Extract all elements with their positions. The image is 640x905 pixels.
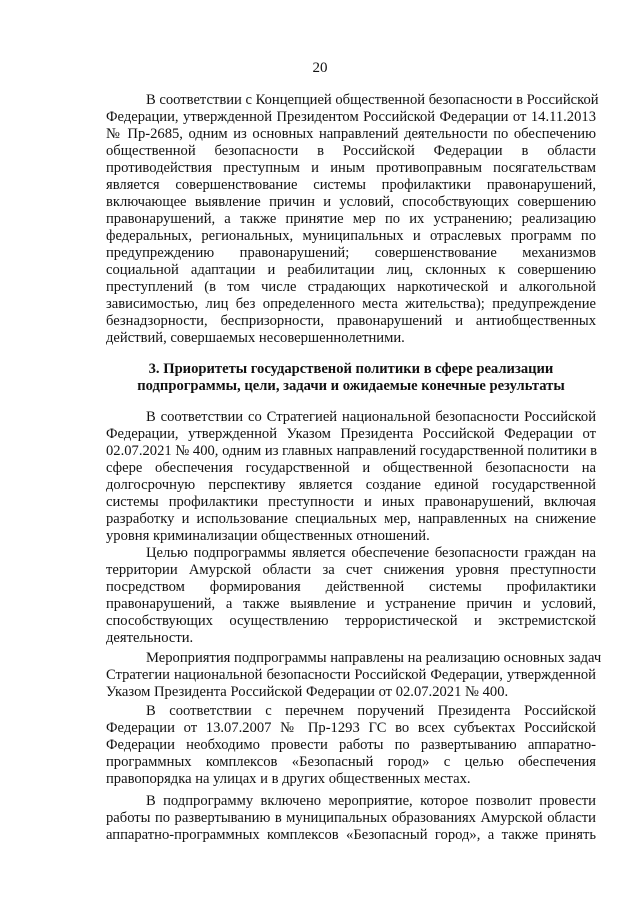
text-line: Мероприятия подпрограммы направлены на реализацию основных задач (146, 650, 602, 666)
text-line: Федерации от 13.07.2007 № Пр-1293 ГС во всех субъектах Российской (106, 720, 596, 736)
text-line: способствующих осуществлению террористической и экстремистской (106, 613, 596, 629)
text-line: В подпрограмму включено мероприятие, которое позволит провести (146, 793, 596, 809)
text-line: уровня криминализации общественных отношений. (106, 528, 430, 544)
text-line: системы профилактики преступности и иных правонарушений, включая (106, 494, 596, 510)
section-heading-line: 3. Приоритеты государственой политики в сфере реализации (148, 361, 554, 377)
text-line: аппаратно-программных комплексов «Безопасный город», а также принять (106, 827, 596, 843)
page-number: 20 (312, 60, 328, 76)
text-line: Стратегии национальной безопасности Российской Федерации, утвержденной (106, 667, 596, 683)
text-line: Федерации, утвержденной Указом Президента Российской Федерации от (106, 426, 596, 442)
text-line: федеральных, региональных, муниципальных и отраслевых программ по (106, 228, 596, 244)
section-heading-line: подпрограммы, цели, задачи и ожидаемые конечные результаты (137, 378, 565, 394)
text-line: 02.07.2021 № 400, одним из главных направлений государственной политики в (106, 443, 598, 459)
text-line: посредством формирования действенной системы профилактики (106, 579, 596, 595)
text-line: сфере обеспечения государственной и общественной безопасности на (106, 460, 596, 476)
text-line: Указом Президента Российской Федерации от 02.07.2021 № 400. (106, 684, 509, 700)
text-line: В соответствии с Концепцией общественной безопасности в Российской (146, 92, 599, 108)
text-line: правонарушений, а также принятие мер по их устранению; реализацию (106, 211, 596, 227)
text-line: зависимостью, лиц без определенного места жительства); предупреждение (106, 296, 596, 312)
text-line: является совершенствование системы профилактики правонарушений, (106, 177, 596, 193)
text-line: правопорядка на улицах и в других общественных местах. (106, 771, 471, 787)
text-line: противодействия преступным и иным противоправным посягательствам (106, 160, 596, 176)
text-line: безнадзорности, беспризорности, правонарушений и антиобщественных (106, 313, 596, 329)
text-line: В соответствии со Стратегией национальной безопасности Российской (146, 409, 596, 425)
text-line: работы по развертыванию в муниципальных образованиях Амурской области (106, 810, 596, 826)
text-line: включающее выявление причин и условий, способствующих совершению (106, 194, 596, 210)
text-line: предупреждению правонарушений; совершенствование механизмов (106, 245, 596, 261)
text-line: долгосрочную перспективу является создание единой государственной (106, 477, 596, 493)
text-line: № Пр-2685, одним из основных направлений деятельности по обеспечению (106, 126, 596, 142)
text-line: правонарушений, а также выявление и устранение причин и условий, (106, 596, 596, 612)
text-line: Целью подпрограммы является обеспечение безопасности граждан на (146, 545, 596, 561)
text-line: В соответствии с перечнем поручений Президента Российской (146, 703, 596, 719)
text-line: разработку и использование специальных мер, направленных на снижение (106, 511, 596, 527)
text-line: социальной адаптации и реабилитации лиц, склонных к совершению (106, 262, 596, 278)
text-line: территории Амурской области за счет снижения уровня преступности (106, 562, 596, 578)
text-line: программных комплексов «Безопасный город» с целью обеспечения (106, 754, 596, 770)
text-line: действий, совершаемых несовершеннолетними. (106, 330, 405, 346)
text-line: Федерации, утвержденной Президентом Российской Федерации от 14.11.2013 (106, 109, 596, 125)
text-line: деятельности. (106, 630, 194, 646)
text-line: Федерации необходимо провести работы по развертыванию аппаратно- (106, 737, 596, 753)
text-line: общественной безопасности в Российской Федерации в области (106, 143, 596, 159)
text-line: преступлений (в том числе страдающих наркотической и алкогольной (106, 279, 596, 295)
